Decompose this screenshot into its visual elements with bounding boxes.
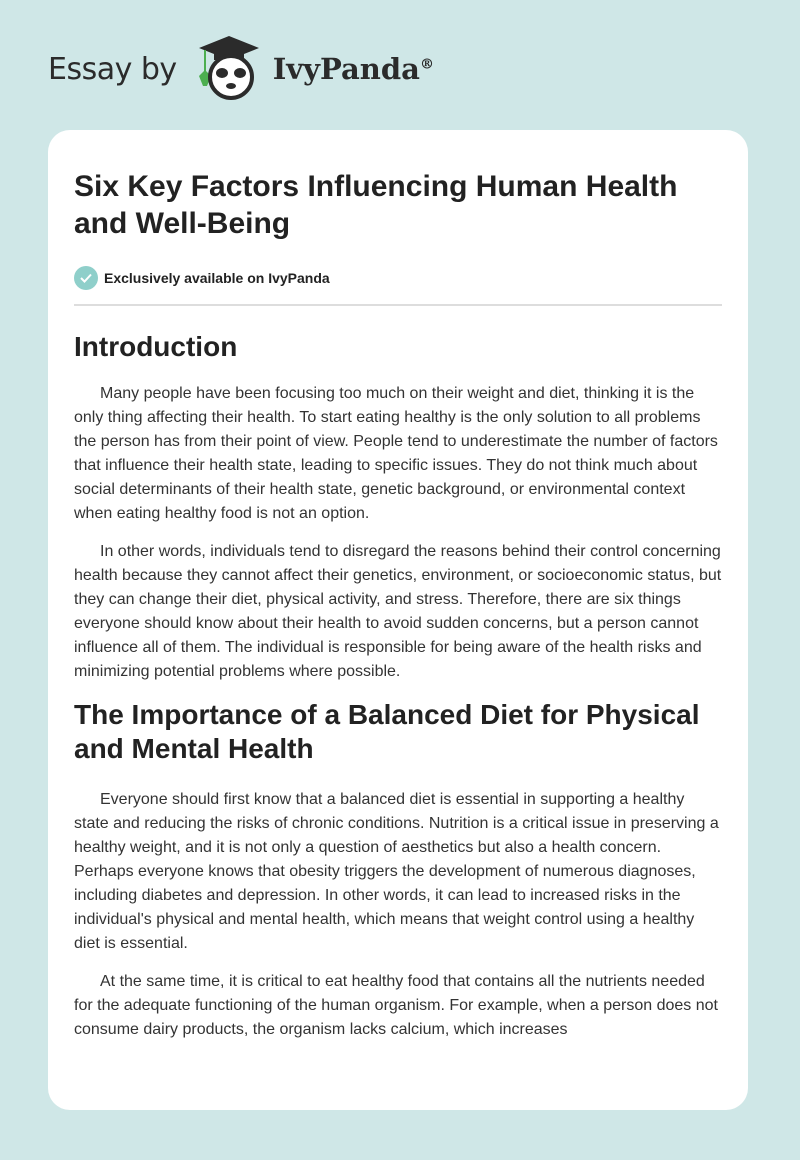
check-icon (74, 266, 98, 290)
section-heading: The Importance of a Balanced Diet for Physical and Mental Health (74, 699, 700, 764)
essay-by-label: Essay by (48, 51, 177, 87)
divider (74, 304, 722, 306)
registered-mark: ® (419, 56, 434, 73)
panda-logo-icon[interactable] (193, 32, 265, 107)
paragraph: At the same time, it is critical to eat healthy food that contains all the nutrients needed for the adequate functioning of the human organism. For example, when a person does not consume dairy products, the organism lacks calcium, which increases (74, 973, 718, 1038)
paragraph: Everyone should first know that a balanced diet is essential in supporting a healthy state and reducing the risks of chronic conditions. Nutrition is a critical issue in preserving a healthy weight, and it is not only a question of aesthetics but also a health concern. Perhaps everyone knows that obesity triggers the development of numerous diagnoses, including diabetes and depression. In other words, it can lead to increased risks in the individual's physical and mental health, which means that weight control using a healthy diet is essential. (74, 791, 719, 952)
brand-name[interactable] (273, 52, 434, 86)
page-title: Six Key Factors Influencing Human Health and Well-Being (74, 170, 678, 240)
exclusive-badge (74, 266, 722, 290)
essay-card (48, 130, 748, 1110)
site-header (48, 32, 434, 106)
brand-text: IvyPanda (272, 52, 420, 86)
paragraph: Many people have been focusing too much on their weight and diet, thinking it is the only thing affecting their health. To start eating healthy is the only solution to all problems the person has from their point of view. People tend to underestimate the number of factors that influence their health state, leading to specific issues. They do not think much about social determinants of their health state, genetic background, or environmental context when eating healthy food is not an option. (74, 385, 718, 522)
section-heading: Introduction (74, 331, 238, 362)
paragraph: In other words, individuals tend to disregard the reasons behind their control concerning health because they cannot affect their genetics, environment, or socioeconomic status, but they can change their diet, physical activity, and stress. Therefore, there are six things everyone should know about their health to avoid sudden concerns, but a person cannot influence all of them. The individual is responsible for being aware of the health risks and minimizing potential problems where possible. (74, 543, 722, 680)
badge-text: Exclusively available on IvyPanda (104, 270, 330, 286)
